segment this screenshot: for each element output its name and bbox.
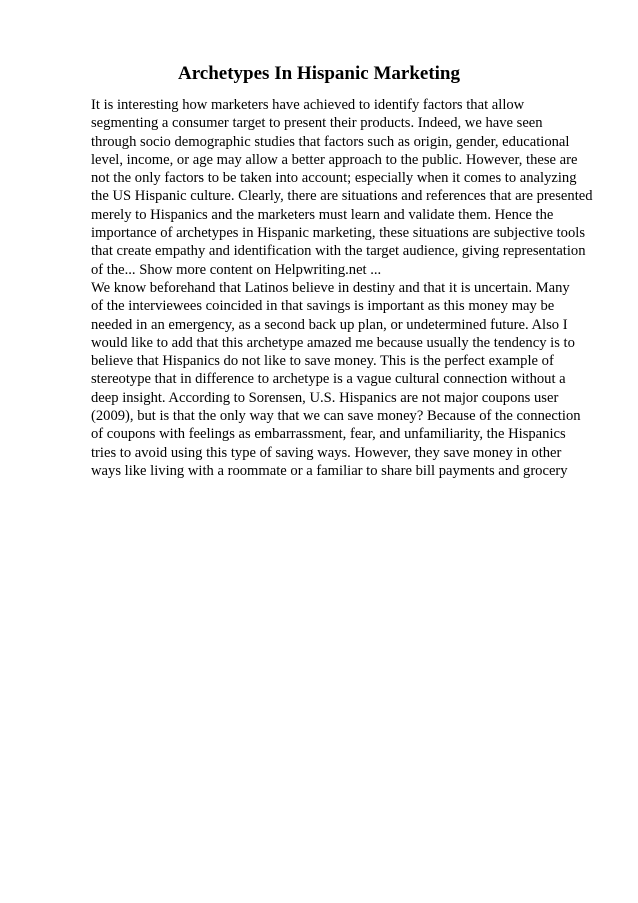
body-line: ways like living with a roommate or a familiar to share bill payments and grocery	[91, 462, 568, 479]
body-line: (2009), but is that the only way that we can save money? Because of the connection	[91, 408, 581, 425]
body-line: tries to avoid using this type of saving ways. However, they save money in other	[91, 444, 562, 461]
body-line: needed in an emergency, as a second back up plan, or undetermined future. Also I	[91, 316, 568, 333]
body-line: not the only factors to be taken into account; especially when it comes to analyzing	[91, 170, 577, 187]
body-line: the US Hispanic culture. Clearly, there are situations and references that are presented	[91, 188, 593, 205]
body-line: level, income, or age may allow a better approach to the public. However, these are	[91, 151, 578, 168]
body-line: that create empathy and identification with the target audience, giving representation	[91, 243, 586, 260]
body-line: would like to add that this archetype amazed me because usually the tendency is to	[91, 334, 575, 351]
document-body	[91, 96, 638, 480]
body-line: It is interesting how marketers have achieved to identify factors that allow	[91, 97, 525, 113]
body-line: of the interviewees coincided in that savings is important as this money may be	[91, 298, 555, 315]
body-line: merely to Hispanics and the marketers must learn and validate them. Hence the	[91, 206, 554, 223]
body-line: segmenting a consumer target to present their products. Indeed, we have seen	[91, 115, 543, 132]
body-line: through socio demographic studies that factors such as origin, gender, educational	[91, 133, 570, 150]
body-line: importance of archetypes in Hispanic marketing, these situations are subjective tools	[91, 225, 586, 242]
body-line: of coupons with feelings as embarrassment, fear, and unfamiliarity, the Hispanics	[91, 426, 566, 443]
body-line: believe that Hispanics do not like to save money. This is the perfect example of	[91, 353, 554, 370]
document-title: Archetypes In Hispanic Marketing	[177, 63, 460, 84]
body-line: We know beforehand that Latinos believe in destiny and that it is uncertain. Many	[91, 279, 570, 296]
body-line: of the... Show more content on Helpwriting.net ...	[91, 261, 382, 278]
body-line: stereotype that in difference to archetype is a vague cultural connection without a	[91, 371, 566, 388]
body-line: deep insight. According to Sorensen, U.S. Hispanics are not major coupons user	[91, 389, 559, 406]
